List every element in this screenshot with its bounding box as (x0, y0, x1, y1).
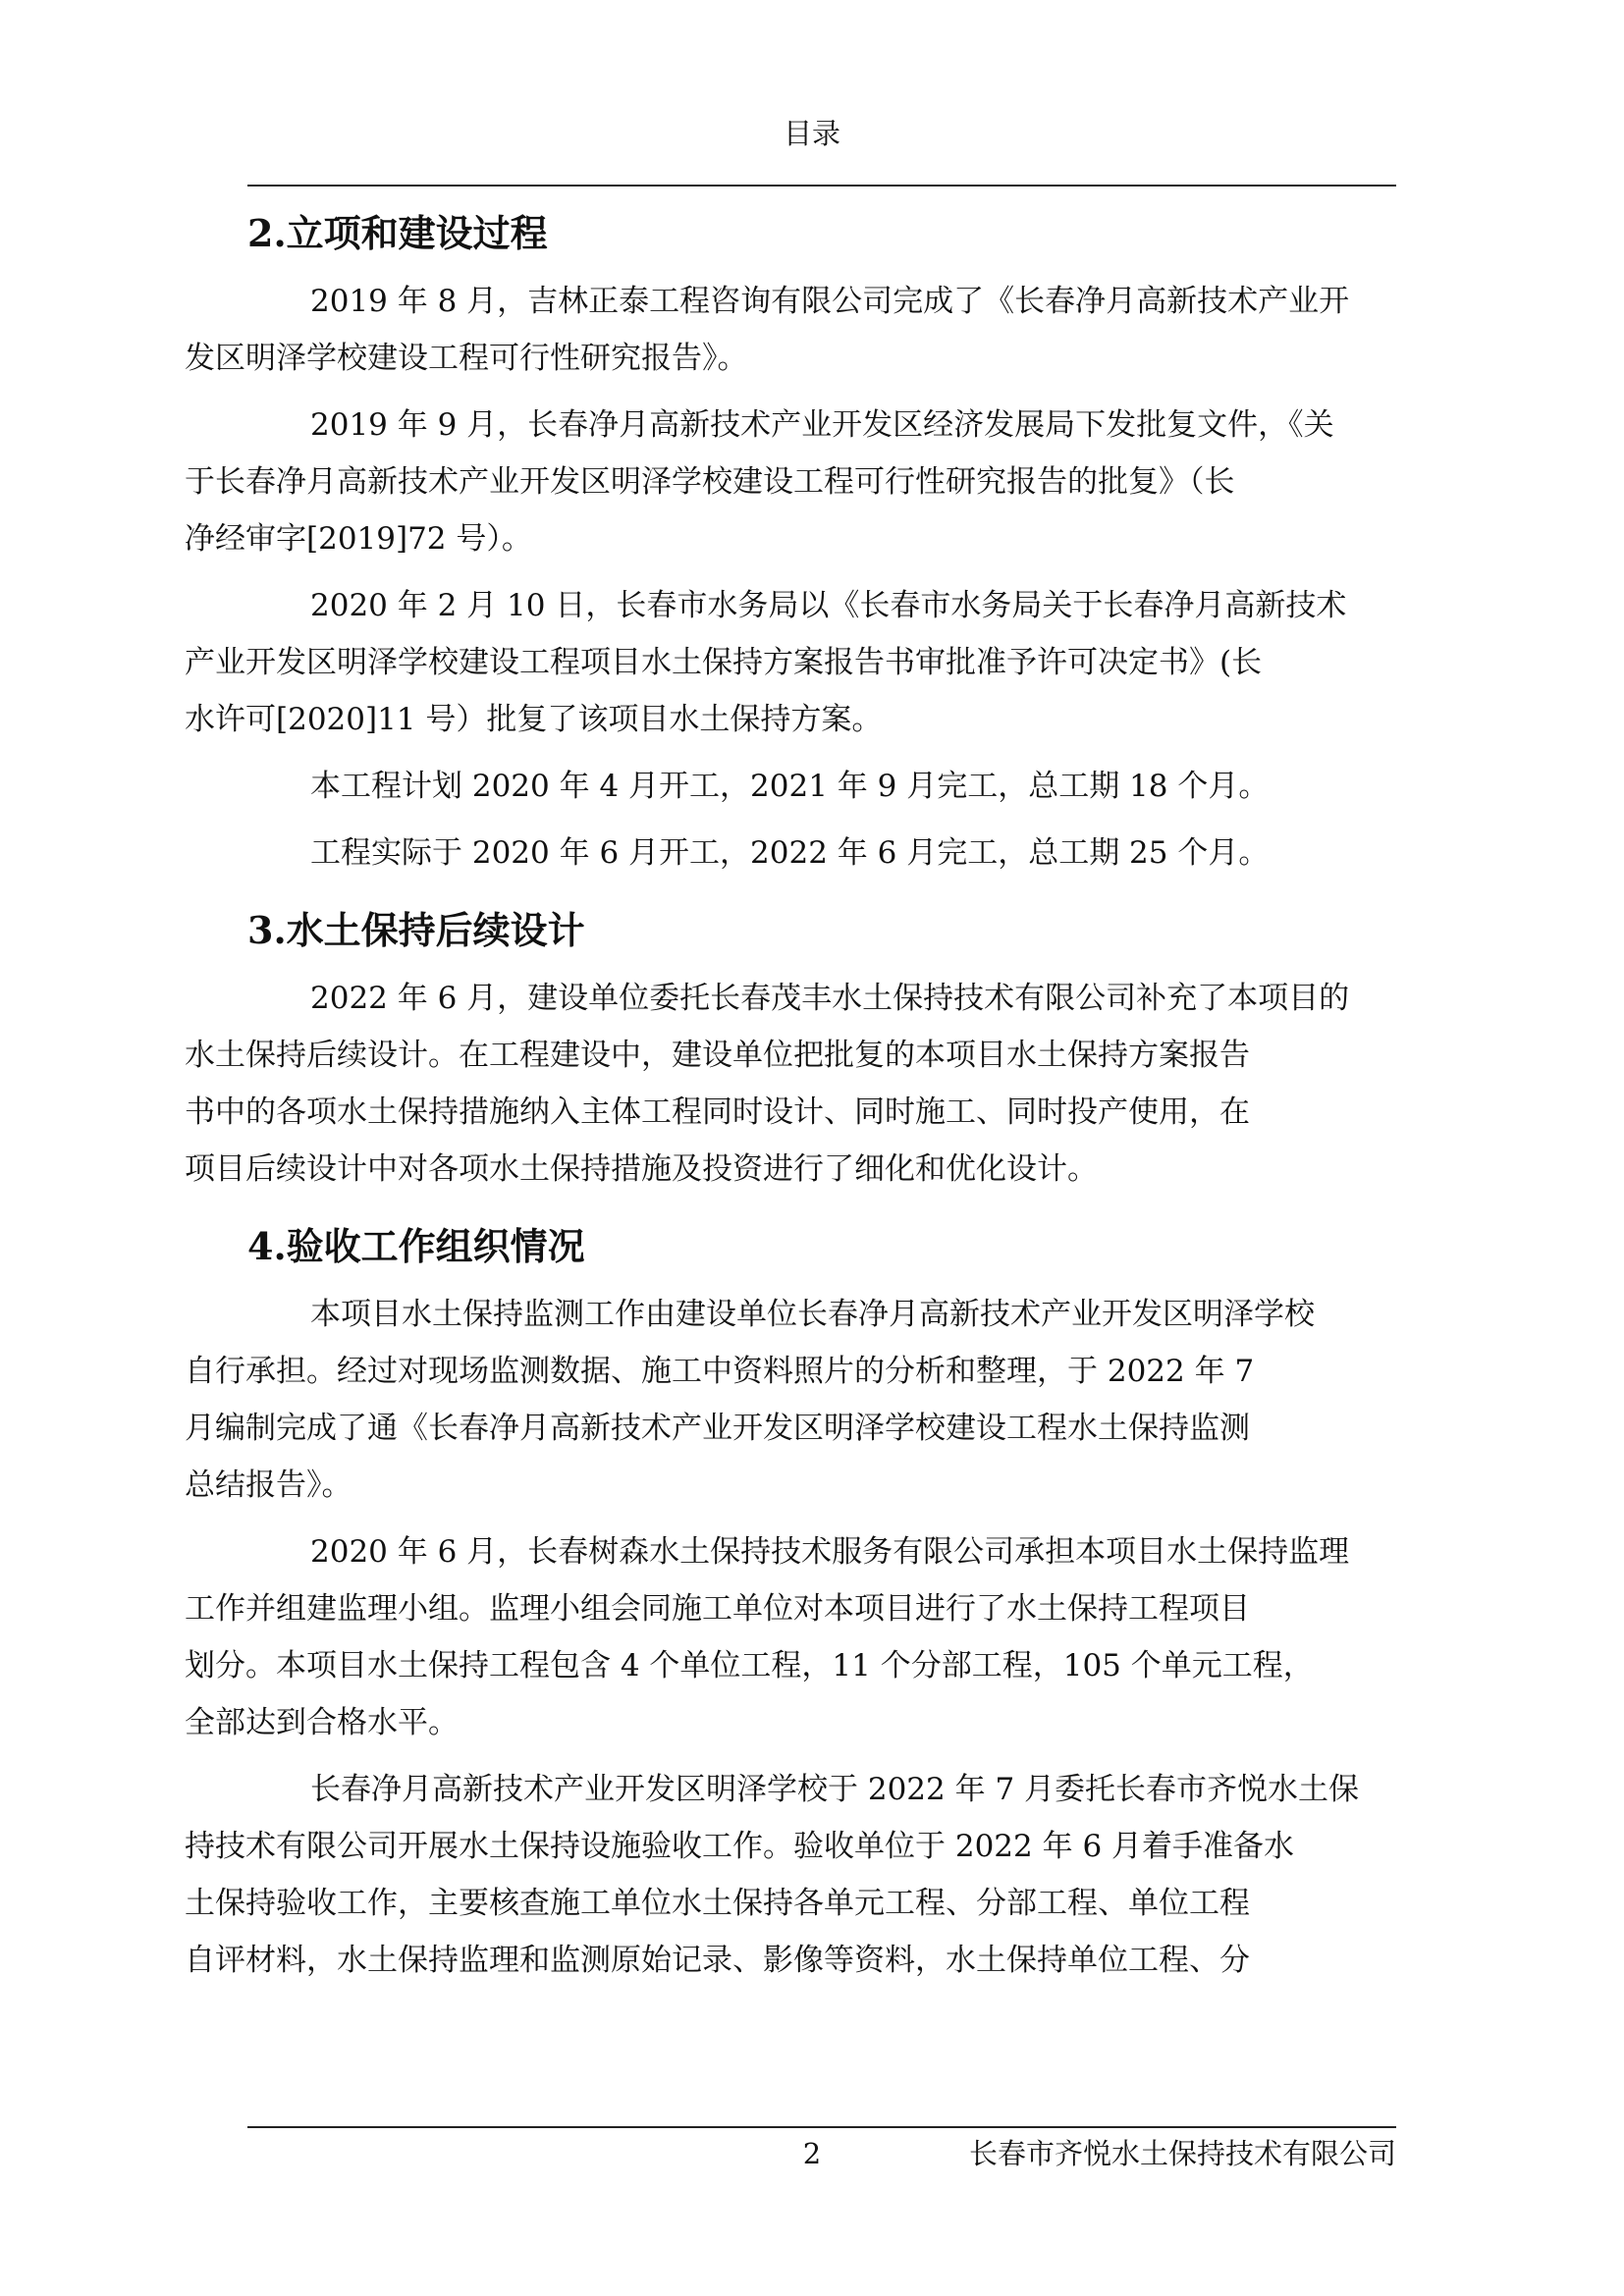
paragraph (247, 758, 1396, 815)
text-line: 净经审字[2019]72 号）。 (185, 521, 532, 557)
text-line: 2020 年 2 月 10 日，长春市水务局以《长春市水务局关于长春净月高新技术 (310, 588, 1347, 623)
paragraph (185, 397, 1396, 567)
text-line: 长春净月高新技术产业开发区明泽学校于 2022 年 7 月委托长春市齐悦水土保 (310, 1772, 1360, 1807)
text-line: 土保持验收工作，主要核查施工单位水土保持各单元工程、分部工程、单位工程 (185, 1886, 1250, 1921)
text-line: 2019 年 9 月，长春净月高新技术产业开发区经济发展局下发批复文件，《关 (310, 407, 1334, 443)
paragraph (185, 1761, 1396, 1989)
footer-rule (247, 2126, 1396, 2128)
header-rule (247, 185, 1396, 187)
page-number: 2 (802, 2137, 822, 2170)
paragraph (185, 1286, 1396, 1514)
text-line: 于长春净月高新技术产业开发区明泽学校建设工程可行性研究报告的批复》（长 (185, 464, 1235, 500)
text-line: 持技术有限公司开展水土保持设施验收工作。验收单位于 2022 年 6 月着手准备水 (185, 1829, 1295, 1864)
text-line: 项目后续设计中对各项水土保持措施及投资进行了细化和优化设计。 (185, 1151, 1098, 1187)
text-line: 工作并组建监理小组。监理小组会同施工单位对本项目进行了水土保持工程项目 (185, 1591, 1250, 1627)
text-line: 月编制完成了通《长春净月高新技术产业开发区明泽学校建设工程水土保持监测 (185, 1411, 1250, 1446)
text-line: 产业开发区明泽学校建设工程项目水土保持方案报告书审批准予许可决定书》(长 (185, 645, 1263, 680)
text-line: 2019 年 8 月，吉林正泰工程咨询有限公司完成了《长春净月高新技术产业开 (310, 284, 1350, 319)
paragraph (185, 273, 1396, 387)
text-line: 书中的各项水土保持措施纳入主体工程同时设计、同时施工、同时投产使用，在 (185, 1095, 1250, 1130)
text-line: 2020 年 6 月，长春树森水土保持技术服务有限公司承担本项目水土保持监理 (310, 1534, 1350, 1570)
text-line: 划分。本项目水土保持工程包含 4 个单位工程，11 个分部工程，105 个单元工程， (185, 1648, 1314, 1683)
text-line: 水土保持后续设计。在工程建设中，建设单位把批复的本项目水土保持方案报告 (185, 1038, 1250, 1073)
footer-organization: 长春市齐悦水土保持技术有限公司 (968, 2137, 1396, 2170)
text-line: 全部达到合格水平。 (185, 1705, 459, 1740)
text-line: 本工程计划 2020 年 4 月开工，2021 年 9 月完工，总工期 18 个月。 (310, 769, 1270, 804)
text-line: 2022 年 6 月，建设单位委托长春茂丰水土保持技术有限公司补充了本项目的 (310, 981, 1350, 1016)
section-heading: 3.水土保持后续设计 (247, 908, 585, 952)
text-line: 自行承担。经过对现场监测数据、施工中资料照片的分析和整理，于 2022 年 7 (185, 1354, 1255, 1389)
text-line: 自评材料，水土保持监理和监测原始记录、影像等资料，水土保持单位工程、分 (185, 1943, 1250, 1978)
paragraph (185, 970, 1396, 1198)
document-body (185, 192, 1396, 1999)
paragraph (185, 1523, 1396, 1751)
text-line: 总结报告》。 (185, 1468, 352, 1503)
section-heading: 2.立项和建设过程 (247, 211, 548, 255)
text-line: 水许可[2020]11 号）批复了该项目水土保持方案。 (185, 702, 883, 737)
paragraph (185, 577, 1396, 748)
section-heading: 4.验收工作组织情况 (247, 1224, 585, 1268)
text-line: 发区明泽学校建设工程可行性研究报告》。 (185, 341, 748, 376)
paragraph (247, 825, 1396, 881)
page-header-title: 目录 (783, 117, 840, 150)
text-line: 工程实际于 2020 年 6 月开工，2022 年 6 月完工，总工期 25 个月。 (310, 835, 1270, 871)
text-line: 本项目水土保持监测工作由建设单位长春净月高新技术产业开发区明泽学校 (310, 1297, 1315, 1332)
